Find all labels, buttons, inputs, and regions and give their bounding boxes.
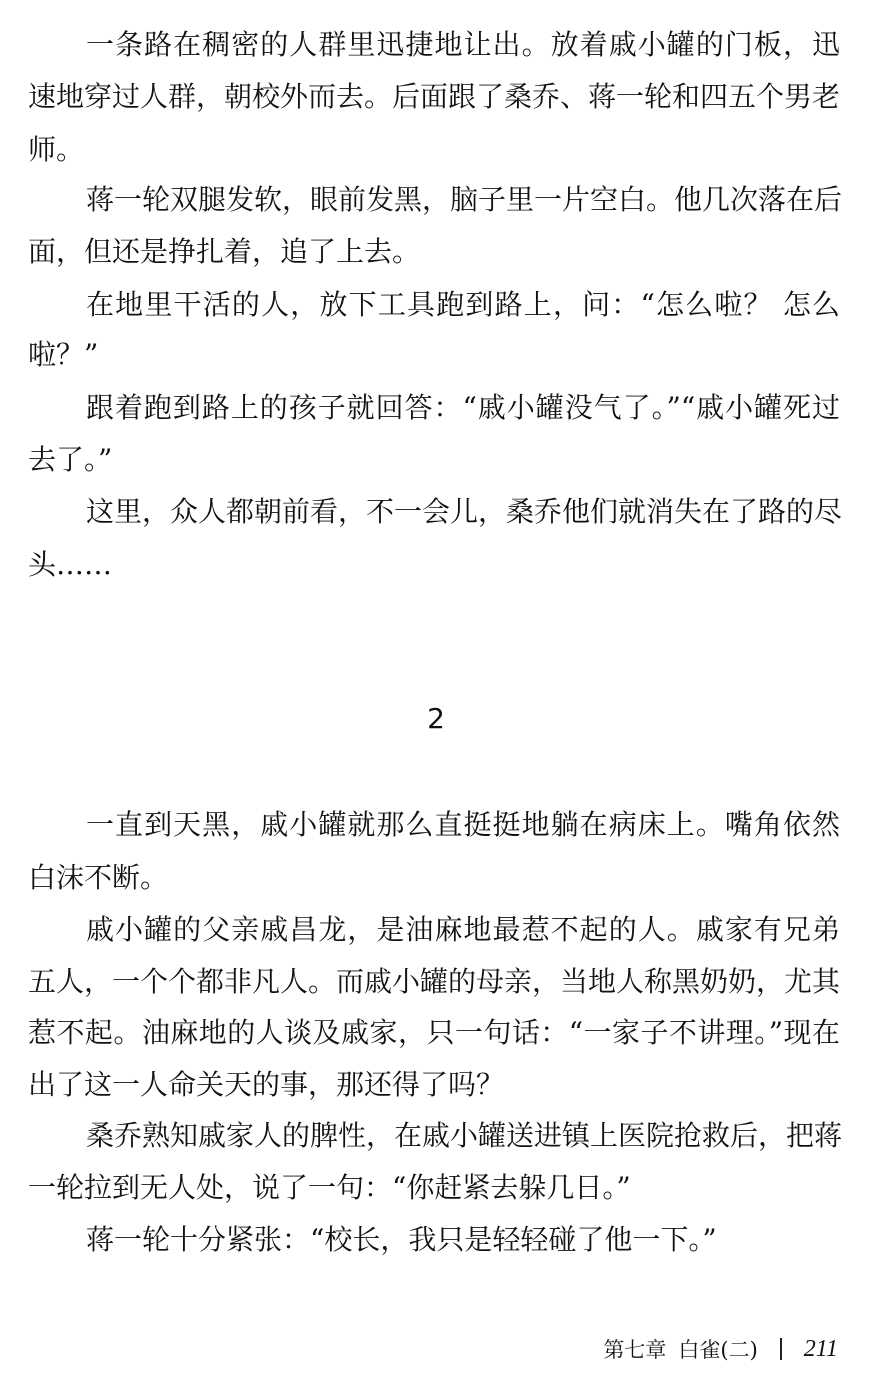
text-line: 面，但还是挣扎着，追了上去。 <box>28 235 421 268</box>
text-line: 一轮拉到无人处，说了一句：“你赶紧去躲几日。” <box>28 1171 631 1204</box>
page-number: 211 <box>803 1335 838 1362</box>
footer-title: 白雀(二) <box>678 1338 758 1362</box>
text-line: 出了这一人命关天的事，那还得了吗？ <box>28 1068 505 1101</box>
text-line: 蒋一轮十分紧张：“校长，我只是轻轻碰了他一下。” <box>86 1223 717 1256</box>
page-footer <box>603 1334 838 1364</box>
text-line: 白沫不断。 <box>28 861 169 894</box>
text-line: 这里，众人都朝前看，不一会儿，桑乔他们就消失在了路的尽 <box>86 495 843 528</box>
footer-divider <box>780 1338 782 1360</box>
text-line: 跟着跑到路上的孩子就回答：“戚小罐没气了。”“戚小罐死过 <box>86 391 840 424</box>
footer-chapter: 第七章 <box>603 1338 667 1362</box>
text-line: 师。 <box>28 133 85 166</box>
text-line: 蒋一轮双腿发软，眼前发黑，脑子里一片空白。他几次落在后 <box>86 183 843 216</box>
text-line: 速地穿过人群，朝校外而去。后面跟了桑乔、蒋一轮和四五个男老 <box>28 80 841 113</box>
text-line: 一直到天黑，戚小罐就那么直挺挺地躺在病床上。嘴角依然 <box>86 808 840 841</box>
text-line: 桑乔熟知戚家人的脾性，在戚小罐送进镇上医院抢救后，把蒋 <box>86 1119 843 1152</box>
text-line: 去了。” <box>28 443 113 476</box>
text-line: 五人，一个个都非凡人。而戚小罐的母亲，当地人称黑奶奶，尤其 <box>28 965 841 998</box>
text-line: 啦？” <box>28 338 99 371</box>
text-line: 惹不起。油麻地的人谈及戚家，只一句话：“一家子不讲理。”现在 <box>28 1016 840 1049</box>
section-heading: 2 <box>427 702 445 735</box>
text-line: 一条路在稠密的人群里迅捷地让出。放着戚小罐的门板，迅 <box>86 28 840 61</box>
text-line: 在地里干活的人，放下工具跑到路上，问：“怎么啦？ 怎么 <box>86 288 840 321</box>
text-line: 头…… <box>28 548 113 581</box>
text-line: 戚小罐的父亲戚昌龙，是油麻地最惹不起的人。戚家有兄弟 <box>86 913 840 946</box>
